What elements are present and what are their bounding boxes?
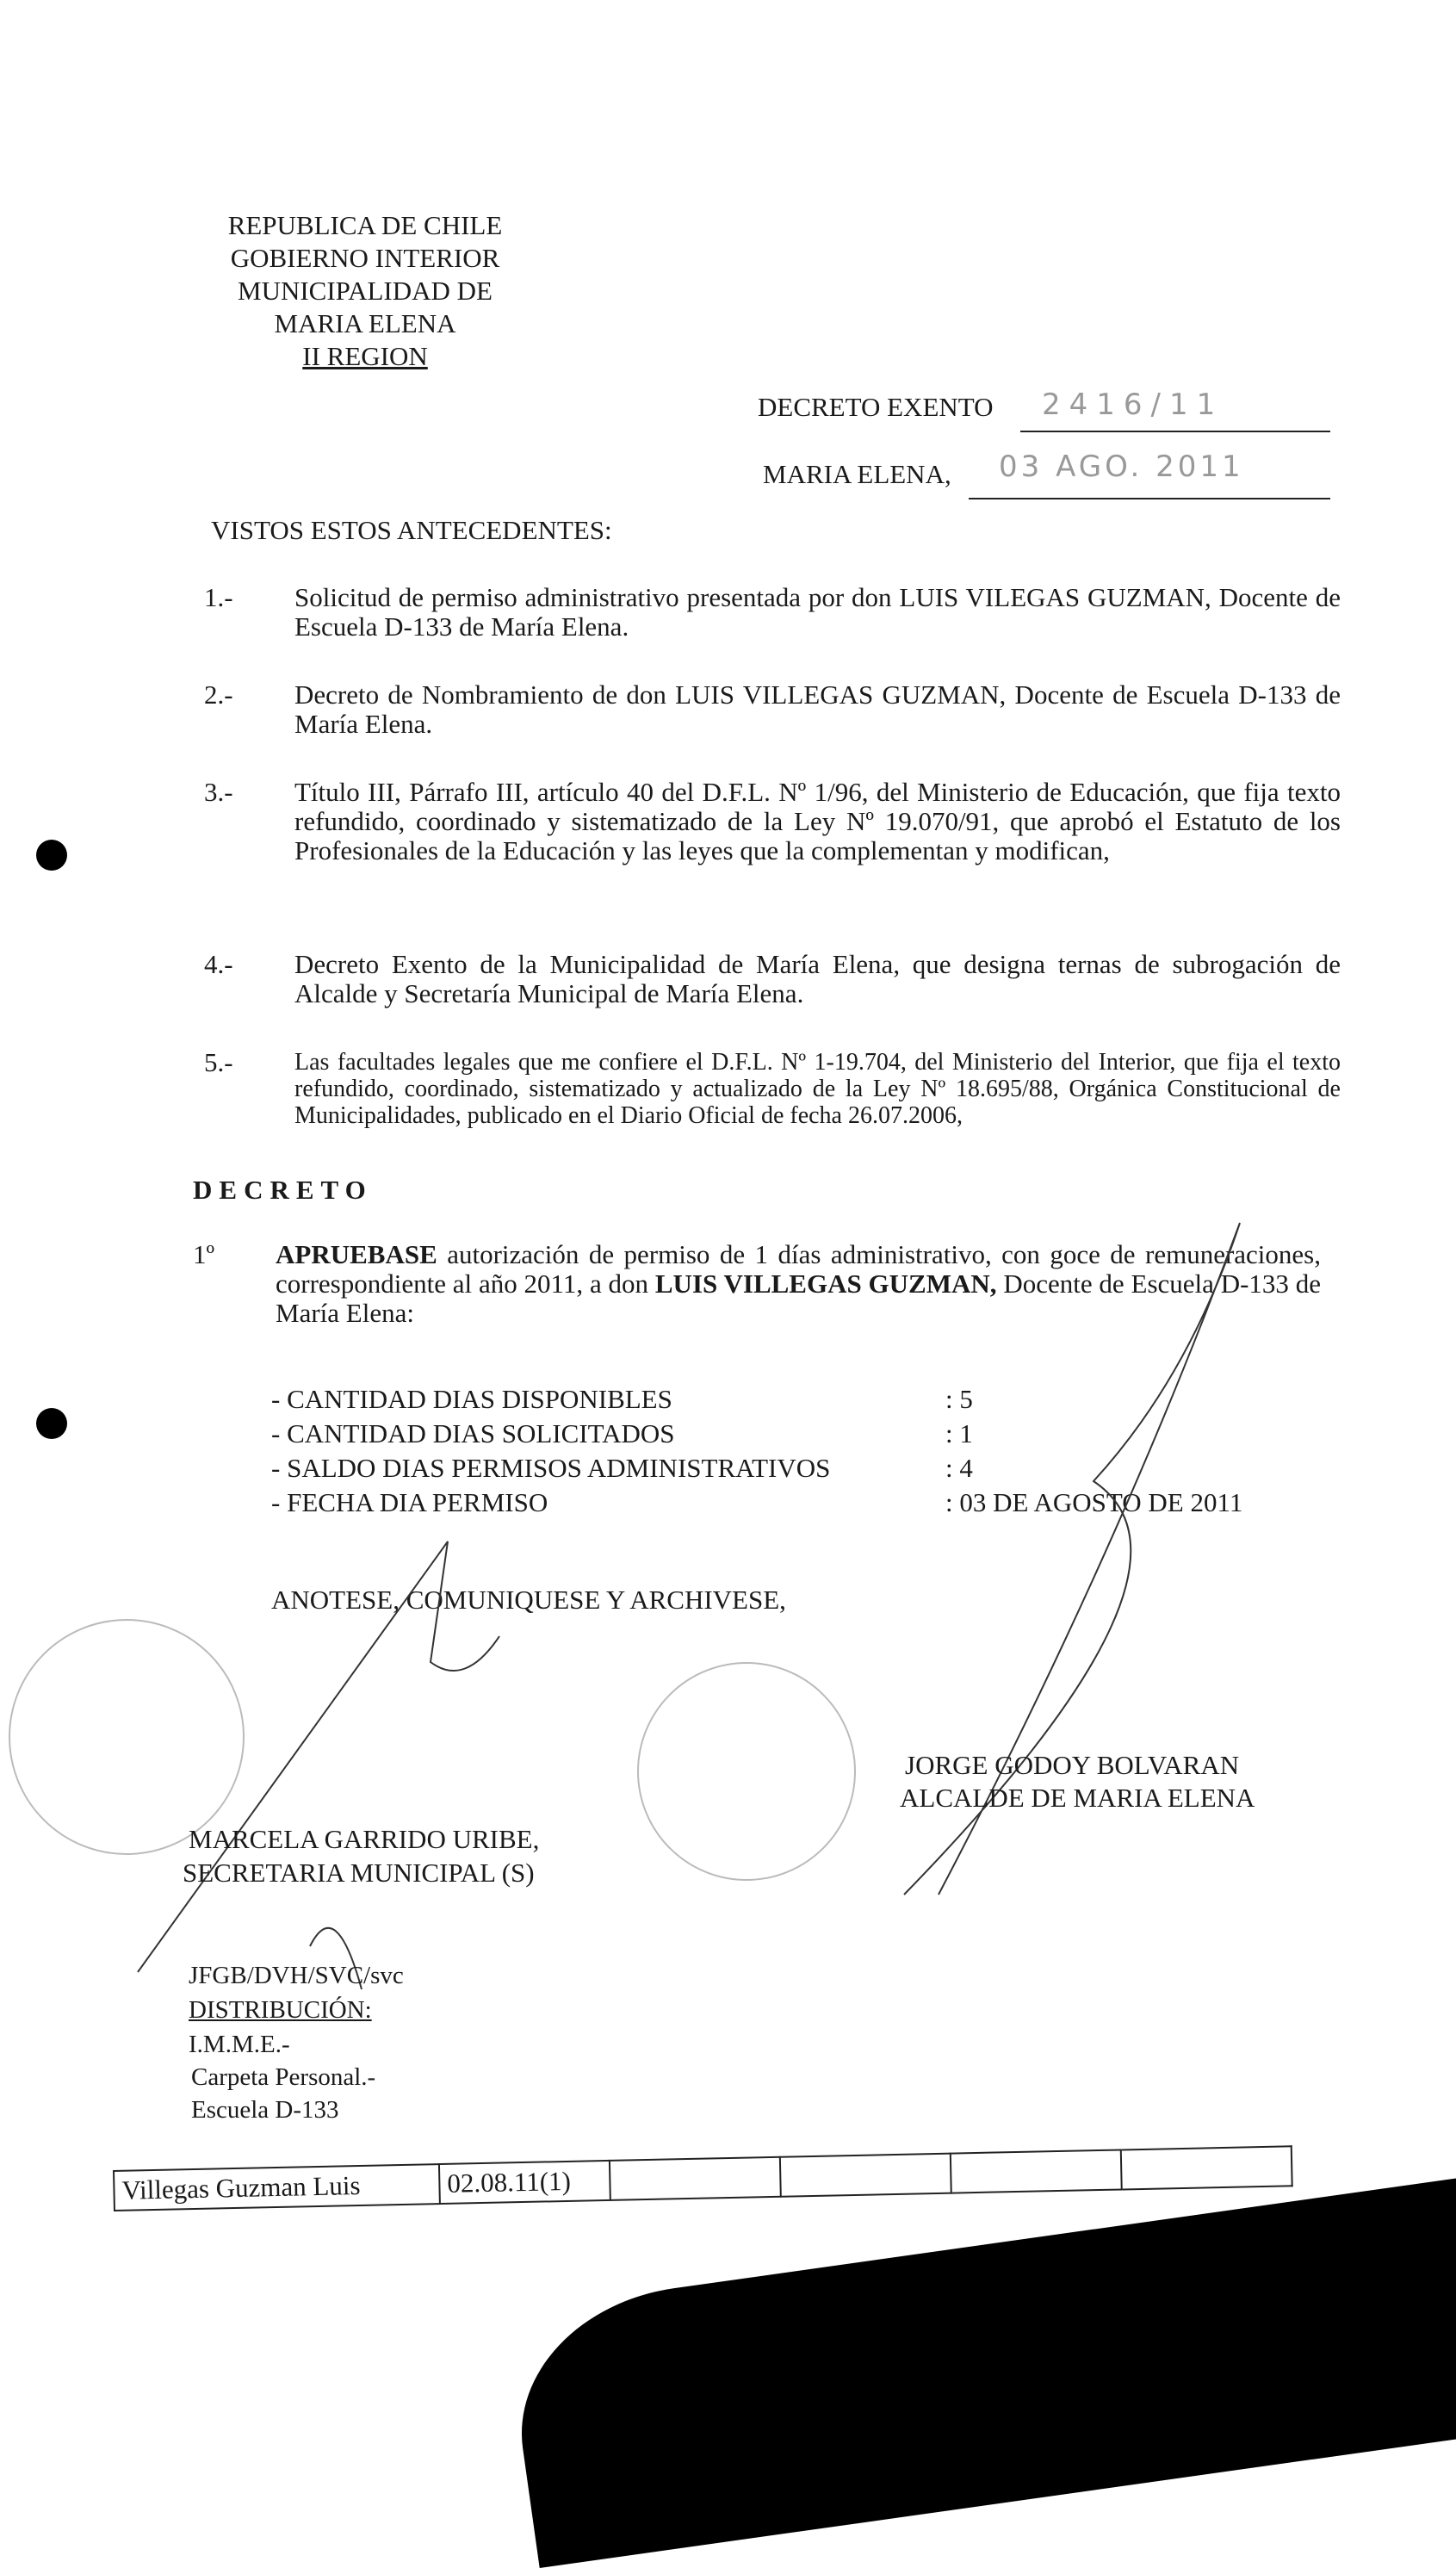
date-stamp: 03 AGO. 2011 [999, 450, 1244, 484]
place-label: MARIA ELENA, [763, 459, 951, 489]
detail-row: - FECHA DIA PERMISO : 03 DE AGOSTO DE 2011 [271, 1487, 1243, 1517]
resolution: 1º APRUEBASE autorización de permiso de 1 días administrativo, con goce de remuneraciones, correspondiente al año 2011, a don LUIS VILLEGAS GUZMAN, Docente de Escuela D-133 de María Elena: [193, 1239, 1321, 1328]
vistos-heading: VISTOS ESTOS ANTECEDENTES: [211, 515, 612, 545]
footer-name: Villegas Guzman Luis [114, 2164, 440, 2211]
list-item: 3.- Título III, Párrafo III, artículo 40 del D.F.L. Nº 1/96, del Ministerio de Educación, que fija texto refundido, coordinado y sistematizado de la Ley Nº 19.070/91, que aprobó el Estatuto de los Profesionales de la Educación y las leyes que la complementan y modifican, [204, 777, 1341, 865]
distribution-title: DISTRIBUCIÓN: [189, 1996, 372, 2024]
secretary-title: SECRETARIA MUNICIPAL (S) [183, 1858, 535, 1888]
closing-text: ANOTESE, COMUNIQUESE Y ARCHIVESE, [271, 1585, 786, 1615]
list-item: 5.- Las facultades legales que me confiere el D.F.L. Nº 1-19.704, del Ministerio del Interior, que fija el texto refundido, coordinado, sistematizado y actualizado de la Ley Nº 18.695/88, Orgánica Constitucional de Municipalidades, publicado en el Diario Oficial de fecha 26.07.2006, [204, 1047, 1341, 1129]
mayor-title: ALCALDE DE MARIA ELENA [900, 1783, 1255, 1813]
initials: JFGB/DVH/SVC/svc [189, 1962, 404, 1989]
detail-row: - CANTIDAD DIAS DISPONIBLES : 5 [271, 1384, 973, 1414]
decreto-number: 2416/11 [1042, 388, 1224, 422]
detail-row: - SALDO DIAS PERMISOS ADMINISTRATIVOS : 4 [271, 1453, 973, 1483]
distribution-item: Carpeta Personal.- [191, 2063, 376, 2091]
list-item: 2.- Decreto de Nombramiento de don LUIS VILLEGAS GUZMAN, Docente de Escuela D-133 de María Elena. [204, 679, 1341, 739]
list-item: 4.- Decreto Exento de la Municipalidad de María Elena, que designa ternas de subrogación de Alcalde y Secretaría Municipal de María Elena. [204, 949, 1341, 1008]
list-item: 1.- Solicitud de permiso administrativo presentada por don LUIS VILEGAS GUZMAN, Docente de Escuela D-133 de María Elena. [204, 582, 1341, 642]
decreto-label: DECRETO EXENTO [758, 392, 994, 422]
detail-row: - CANTIDAD DIAS SOLICITADOS : 1 [271, 1418, 973, 1448]
mayor-name: JORGE GODOY BOLVARAN [905, 1750, 1240, 1780]
letterhead: REPUBLICA DE CHILE GOBIERNO INTERIOR MUNICIPALIDAD DE MARIA ELENA II REGION [227, 210, 503, 371]
decreto-title: DECRETO [193, 1175, 373, 1205]
footer-code: 02.08.11(1) [439, 2161, 610, 2204]
distribution-item: Escuela D-133 [191, 2096, 339, 2124]
distribution-item: I.M.M.E.- [189, 2031, 290, 2058]
secretary-name: MARCELA GARRIDO URIBE, [189, 1824, 540, 1854]
